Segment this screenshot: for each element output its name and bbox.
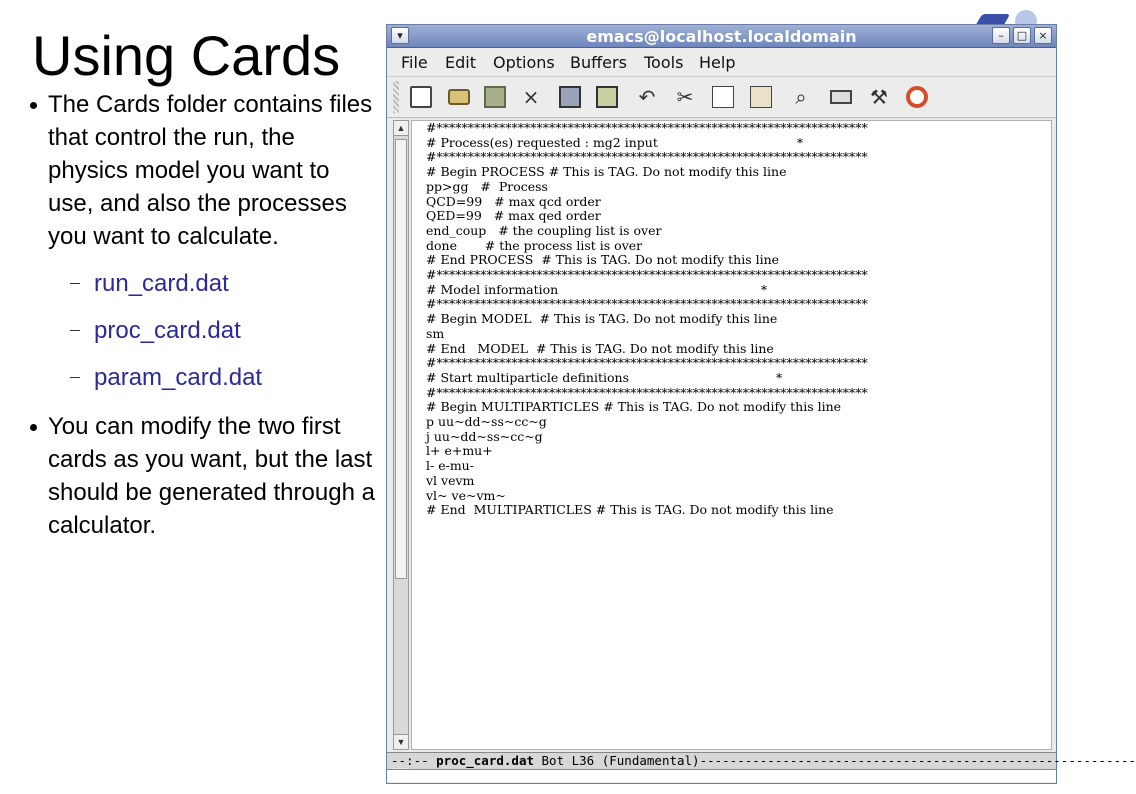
menubar — [387, 48, 1056, 77]
save-as-icon[interactable] — [593, 83, 621, 111]
sub-item — [30, 361, 380, 394]
dash-marker — [70, 330, 80, 331]
close-icon[interactable]: × — [522, 85, 540, 109]
sub-item-text: run_card.dat — [94, 270, 229, 297]
modeline-buffer-name[interactable]: proc_card.dat — [436, 753, 534, 768]
dired-icon[interactable] — [481, 83, 509, 111]
cut-icon[interactable]: ✂ — [676, 85, 694, 109]
dash-marker — [70, 283, 80, 284]
bullet-list — [30, 88, 380, 542]
emacs-window — [386, 24, 1136, 784]
copy-icon[interactable] — [709, 83, 737, 111]
help-icon[interactable] — [903, 83, 931, 111]
sub-list — [30, 267, 380, 394]
window-menu-icon[interactable]: ▾ — [391, 27, 409, 44]
bullet-dot — [30, 102, 37, 109]
sub-item — [30, 314, 380, 347]
print-icon[interactable] — [827, 83, 855, 111]
bullet-item — [30, 410, 380, 542]
buffer-text[interactable]: #********************************************************************* # Process(es) requested : mg2 input * #********************************************************************* # Begin PROCESS # This is TAG. Do not modify this line pp>gg # Process QCD=99 # max qcd order QED=99 # max qed order end_coup # the coupling list is over done # the process list is over # End PROCESS # This is TAG. Do not modify this line #********************************************************************* # Model information * #********************************************************************* # Begin MODEL # This is TAG. Do not modify this line sm # End MODEL # This is TAG. Do not modify this line #********************************************************************* # Start multiparticle definitions * #********************************************************************* # Begin MULTIPARTICLES # This is TAG. Do not modify this line p uu~dd~ss~cc~g j uu~dd~ss~cc~g l+ e+mu+ l- e-mu- vl vevm vl~ ve~vm~ # End MULTIPARTICLES # This is TAG. Do not modify this line — [426, 120, 868, 518]
bullet-item — [30, 88, 380, 253]
open-folder-icon[interactable] — [445, 83, 473, 111]
sub-item-text: proc_card.dat — [94, 317, 241, 344]
window-title: emacs@localhost.localdomain — [586, 27, 857, 46]
minimize-icon[interactable]: – — [992, 27, 1010, 44]
scrollbar-thumb[interactable] — [395, 139, 407, 579]
menu-file[interactable]: File — [401, 53, 428, 72]
scroll-up-icon[interactable]: ▲ — [394, 121, 408, 136]
bullet-text: You can modify the two first cards as you want, but the last should be generated through a calculator. — [48, 413, 375, 539]
dash-marker — [70, 377, 80, 378]
modeline-position: Bot L36 — [534, 753, 602, 768]
paste-icon[interactable] — [747, 83, 775, 111]
sub-item — [30, 267, 380, 300]
vertical-scrollbar[interactable] — [393, 120, 409, 750]
new-file-icon[interactable] — [407, 83, 435, 111]
scroll-down-icon[interactable]: ▼ — [394, 734, 408, 749]
search-icon[interactable]: ⌕ — [795, 85, 807, 109]
menu-edit[interactable]: Edit — [445, 53, 476, 72]
text-editor[interactable] — [411, 120, 1052, 750]
menu-options[interactable]: Options — [493, 53, 555, 72]
modeline-prefix: --:-- — [391, 753, 437, 768]
modeline-fill: ---------------------------------------------------------- — [699, 753, 1136, 768]
maximize-icon[interactable]: □ — [1013, 27, 1031, 44]
save-icon[interactable] — [556, 83, 584, 111]
menu-tools[interactable]: Tools — [644, 53, 684, 72]
bullet-dot — [30, 424, 37, 431]
close-window-icon[interactable]: × — [1034, 27, 1052, 44]
menu-help[interactable]: Help — [699, 53, 736, 72]
slide-title: Using Cards — [32, 24, 341, 87]
undo-icon[interactable]: ↶ — [638, 85, 656, 109]
preferences-icon[interactable]: ⚒ — [870, 85, 888, 109]
menu-buffers[interactable]: Buffers — [570, 53, 627, 72]
toolbar — [387, 77, 1056, 118]
toolbar-grip[interactable] — [393, 81, 399, 113]
modeline-mode[interactable]: (Fundamental) — [601, 753, 700, 768]
minibuffer[interactable] — [387, 770, 1056, 782]
sub-item-text: param_card.dat — [94, 364, 263, 391]
mode-line — [387, 752, 1136, 770]
window-titlebar[interactable] — [387, 25, 1056, 48]
bullet-text: The Cards folder contains files that control the run, the physics model you want to use, and also the processes you want to calculate. — [48, 91, 373, 250]
